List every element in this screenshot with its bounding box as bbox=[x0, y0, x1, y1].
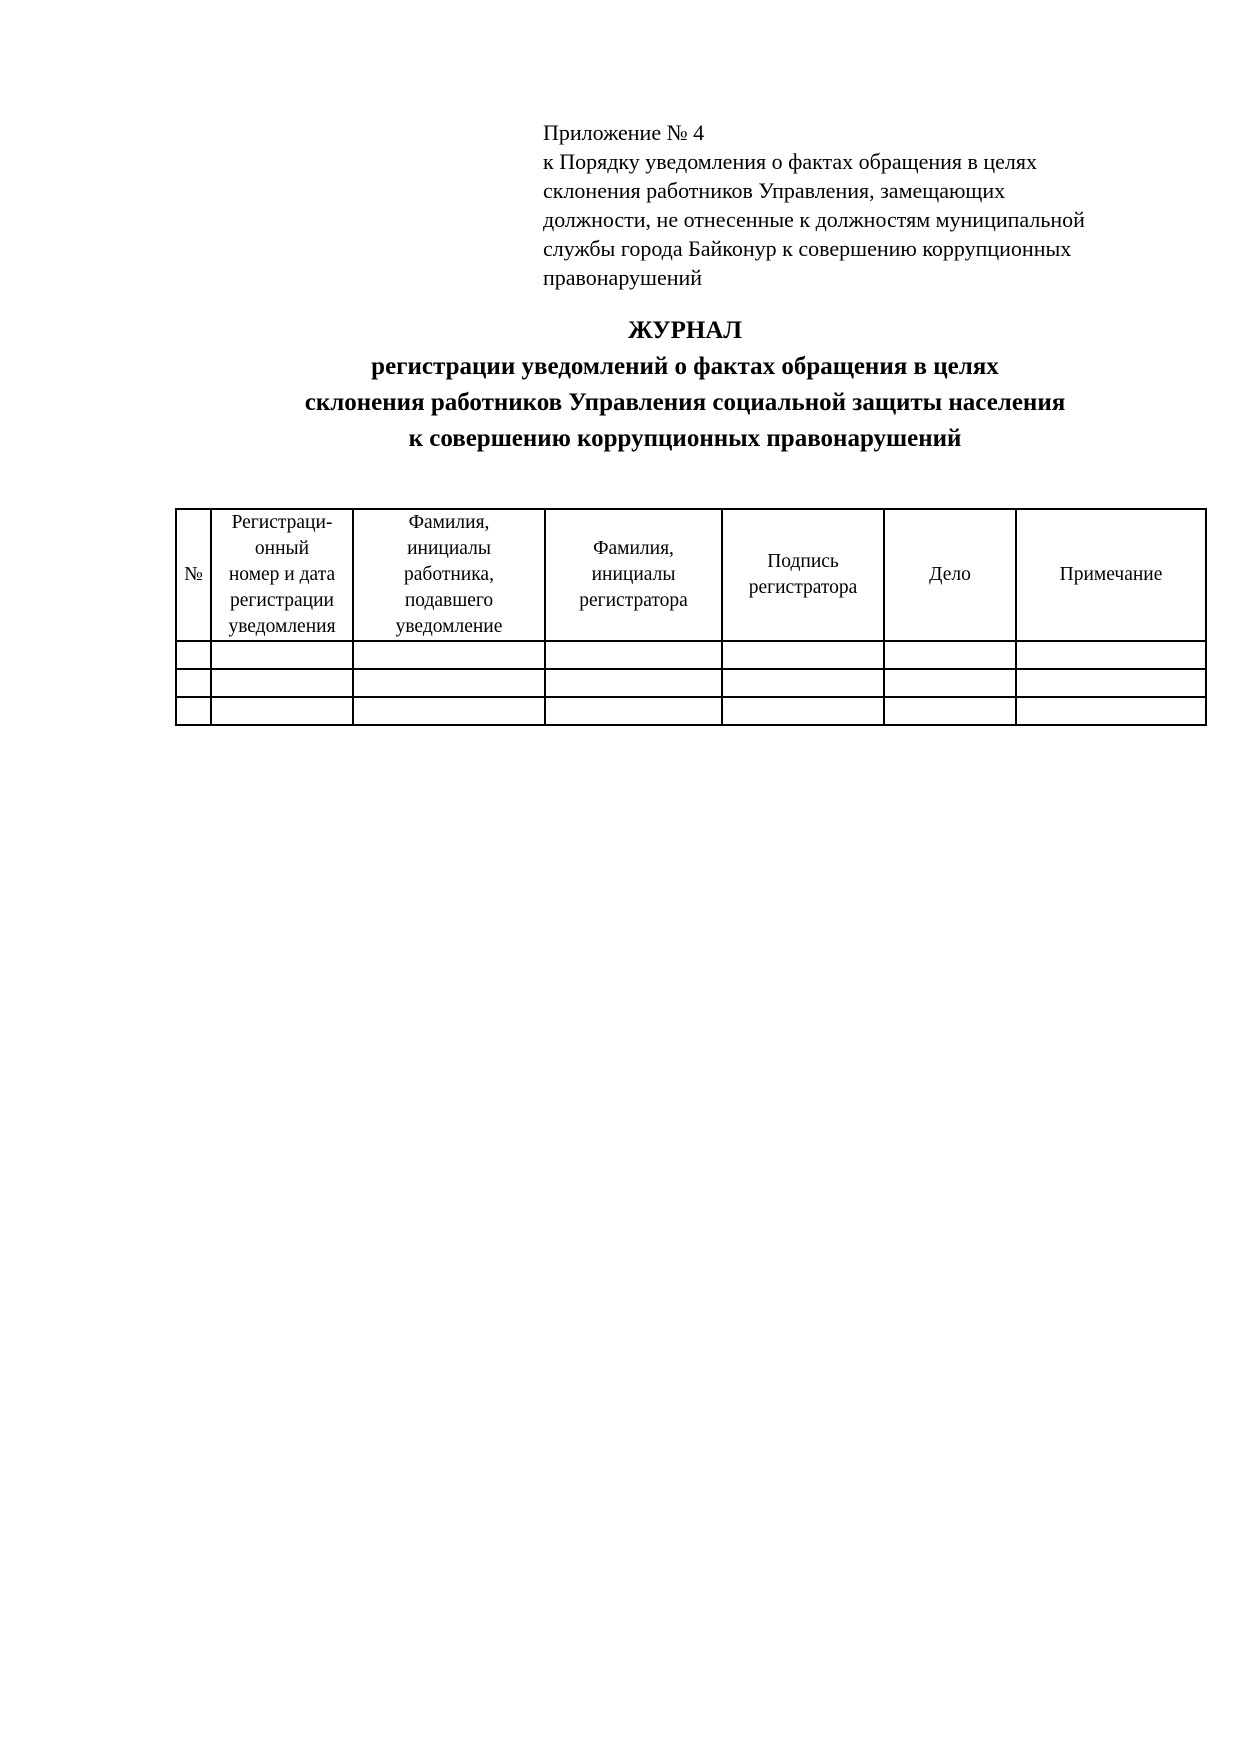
column-header-case: Дело bbox=[884, 509, 1016, 641]
table-cell bbox=[353, 641, 545, 669]
appendix-text-line: склонения работников Управления, замещающих bbox=[543, 178, 1006, 203]
table-row bbox=[176, 669, 1206, 697]
journal-title: ЖУРНАЛ bbox=[627, 317, 743, 344]
table-cell bbox=[545, 669, 722, 697]
table-cell bbox=[722, 697, 884, 725]
table-cell bbox=[353, 669, 545, 697]
appendix-text-line: правонарушений bbox=[543, 265, 703, 290]
table-cell bbox=[176, 669, 211, 697]
column-header-employee-name: Фамилия, инициалы работника, подавшего уведомление bbox=[353, 509, 545, 641]
column-header-registrar-name: Фамилия, инициалы регистратора bbox=[545, 509, 722, 641]
table-cell bbox=[722, 669, 884, 697]
appendix-title: Приложение № 4 bbox=[543, 120, 705, 145]
table-row bbox=[176, 641, 1206, 669]
table-cell bbox=[884, 697, 1016, 725]
journal-subtitle-line: к совершению коррупционных правонарушений bbox=[408, 425, 962, 452]
appendix-note bbox=[543, 118, 1183, 292]
table-cell bbox=[545, 697, 722, 725]
table-cell bbox=[211, 641, 353, 669]
journal-heading bbox=[0, 313, 1240, 457]
column-header-note: Примечание bbox=[1016, 509, 1206, 641]
journal-subtitle-line: регистрации уведомлений о фактах обращения в целях bbox=[371, 353, 999, 380]
table-cell bbox=[545, 641, 722, 669]
appendix-text-line: службы города Байконур к совершению коррупционных bbox=[543, 236, 1072, 261]
table-cell bbox=[176, 641, 211, 669]
table-cell bbox=[884, 669, 1016, 697]
table-cell bbox=[884, 641, 1016, 669]
table-cell bbox=[1016, 641, 1206, 669]
table-cell bbox=[211, 697, 353, 725]
table-cell bbox=[176, 697, 211, 725]
table-row bbox=[176, 697, 1206, 725]
table-cell bbox=[722, 641, 884, 669]
table-cell bbox=[211, 669, 353, 697]
table-cell bbox=[1016, 669, 1206, 697]
table-header-row bbox=[176, 509, 1206, 641]
registration-journal-table bbox=[175, 508, 1207, 726]
appendix-text-line: должности, не отнесенные к должностям муниципальной bbox=[543, 207, 1085, 232]
column-header-registrar-signature: Подпись регистратора bbox=[722, 509, 884, 641]
appendix-text-line: к Порядку уведомления о фактах обращения в целях bbox=[543, 149, 1038, 174]
column-header-number: № bbox=[176, 509, 211, 641]
table-cell bbox=[353, 697, 545, 725]
table-cell bbox=[1016, 697, 1206, 725]
journal-subtitle-line: склонения работников Управления социальной защиты населения bbox=[304, 389, 1066, 416]
column-header-registration-number-date: Регистраци- онный номер и дата регистрации уведомления bbox=[211, 509, 353, 641]
